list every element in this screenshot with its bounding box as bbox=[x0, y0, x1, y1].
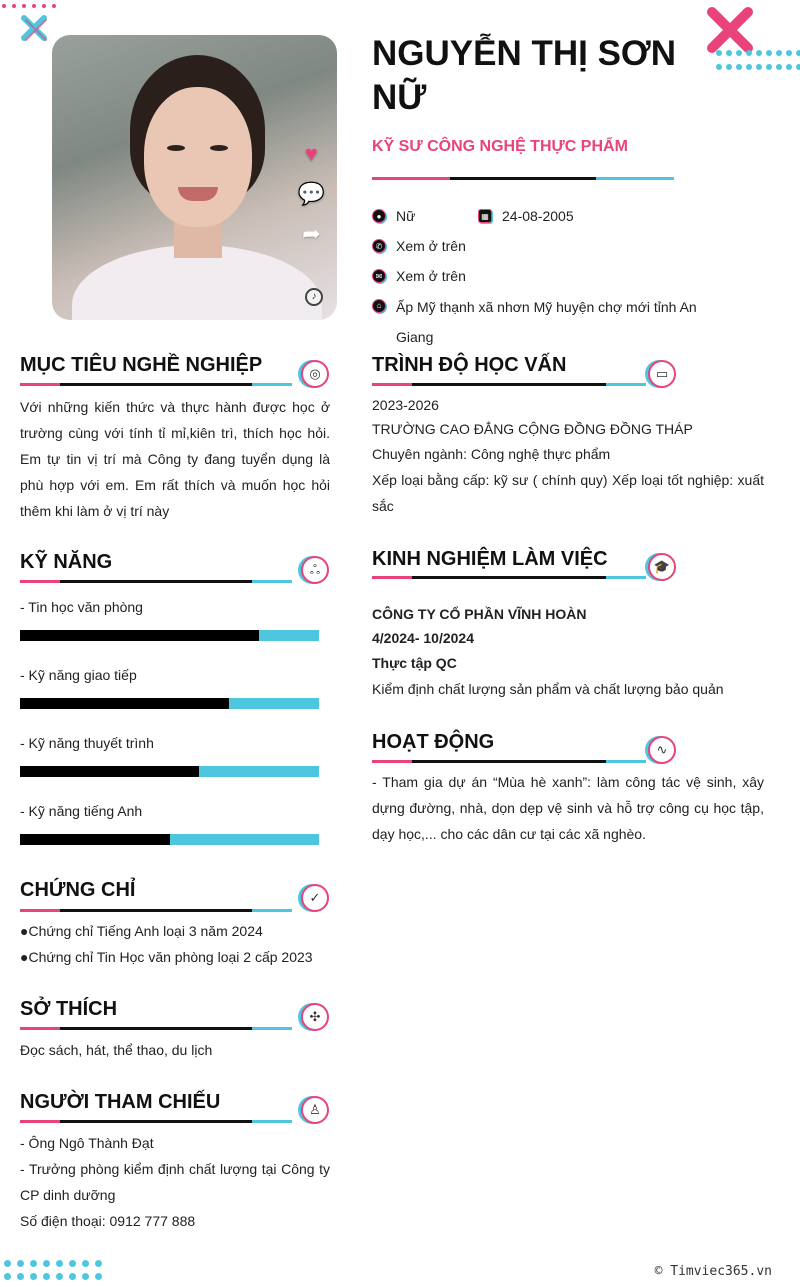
experience-company: CÔNG TY CỔ PHẦN VĨNH HOÀN bbox=[372, 606, 587, 622]
phone-icon: ✆ bbox=[372, 239, 386, 253]
skill-bar-fill bbox=[20, 834, 170, 845]
contact-phone: ✆ Xem ở trên bbox=[372, 238, 466, 254]
reference-line: - Ông Ngô Thành Đạt bbox=[20, 1135, 154, 1151]
calendar-icon: ▦ bbox=[478, 209, 492, 223]
education-school: TRƯỜNG CAO ĐẲNG CỘNG ĐỒNG ĐỒNG THÁP bbox=[372, 421, 693, 437]
skills-title: KỸ NĂNG bbox=[20, 551, 113, 573]
corner-decoration-bottom-left bbox=[0, 1258, 110, 1287]
skill-label: - Kỹ năng giao tiếp bbox=[20, 667, 137, 683]
experience-title: KINH NGHIỆM LÀM VIỆC bbox=[372, 548, 608, 570]
education-period: 2023-2026 bbox=[372, 397, 439, 413]
education-major: Chuyên ngành: Công nghệ thực phẩm bbox=[372, 446, 611, 462]
brain-icon: ஃ bbox=[301, 556, 329, 584]
contact-birthday: ▦ 24-08-2005 bbox=[478, 208, 574, 224]
person-icon: ♙ bbox=[301, 1096, 329, 1124]
skill-label: - Kỹ năng thuyết trình bbox=[20, 735, 154, 751]
profile-photo bbox=[52, 35, 337, 320]
contact-email: ✉ Xem ở trên bbox=[372, 268, 466, 284]
badge-check-icon: ✓ bbox=[301, 884, 329, 912]
skill-bar-fill bbox=[20, 698, 229, 709]
objective-divider bbox=[20, 383, 292, 386]
skill-label: - Kỹ năng tiếng Anh bbox=[20, 803, 143, 819]
experience-description: Kiểm định chất lượng sản phẩm và chất lượng bảo quản bbox=[372, 681, 724, 697]
skill-bar bbox=[20, 766, 319, 777]
home-icon: ⌂ bbox=[372, 299, 386, 313]
references-title: NGƯỜI THAM CHIẾU bbox=[20, 1091, 221, 1113]
certificate-item: ●Chứng chỉ Tiếng Anh loại 3 năm 2024 bbox=[20, 923, 263, 939]
references-divider bbox=[20, 1120, 292, 1123]
footer-copyright: © Timviec365.vn bbox=[654, 1264, 772, 1279]
puzzle-icon: ✣ bbox=[301, 1003, 329, 1031]
mail-icon: ✉ bbox=[372, 269, 386, 283]
experience-period: 4/2024- 10/2024 bbox=[372, 630, 474, 646]
objective-text: Với những kiến thức và thực hành được học ở trường cùng với tính tỉ mỉ,kiên trì, thích học hỏi. Em tự tin vị trí mà Công ty đang tuyển dụng là phù hợp với em. Em rất thích và muốn học hỏi thêm khi làm ở vị trí này bbox=[20, 399, 330, 519]
skill-bar bbox=[20, 834, 319, 845]
skill-bar bbox=[20, 630, 319, 641]
activities-title: HOẠT ĐỘNG bbox=[372, 731, 495, 753]
job-title: KỸ SƯ CÔNG NGHỆ THỰC PHẨM bbox=[372, 138, 628, 155]
objective-title: MỤC TIÊU NGHỀ NGHIỆP bbox=[20, 354, 263, 376]
education-title: TRÌNH ĐỘ HỌC VẤN bbox=[372, 354, 567, 376]
user-icon: ● bbox=[372, 209, 386, 223]
skill-bar bbox=[20, 698, 319, 709]
contact-address: ⌂ Ấp Mỹ thạnh xã nhơn Mỹ huyện chợ mới tỉnh An Giang bbox=[372, 292, 712, 352]
hobbies-title: SỞ THÍCH bbox=[20, 998, 118, 1020]
skill-label: - Tin học văn phòng bbox=[20, 599, 143, 615]
hobbies-text: Đọc sách, hát, thể thao, du lịch bbox=[20, 1042, 213, 1058]
pulse-icon: ∿ bbox=[648, 736, 676, 764]
certificates-title: CHỨNG CHỈ bbox=[20, 879, 136, 901]
reference-line: Số điện thoại: 0912 777 888 bbox=[20, 1213, 196, 1229]
education-divider bbox=[372, 383, 646, 386]
activities-divider bbox=[372, 760, 646, 763]
heart-icon: ♥ bbox=[304, 141, 318, 166]
candidate-name: NGUYỄN THỊ SƠN NỮ bbox=[372, 34, 677, 117]
certificates-divider bbox=[20, 909, 292, 912]
experience-position: Thực tập QC bbox=[372, 655, 457, 671]
header-divider bbox=[372, 177, 674, 180]
graduation-cap-icon: 🎓 bbox=[648, 553, 676, 581]
hobbies-divider bbox=[20, 1027, 292, 1030]
skills-divider bbox=[20, 580, 292, 583]
corner-decoration-top-left bbox=[0, 0, 60, 50]
contact-gender: ● Nữ bbox=[372, 208, 415, 224]
activities-text: - Tham gia dự án “Mùa hè xanh”: làm công tác vệ sinh, xây dựng đường, nhà, dọn dẹp vệ sinh và hỗ trợ công cụ học tập, dạy học,... cho các dân cư tại các xã nghèo. bbox=[372, 774, 764, 842]
target-icon: ◎ bbox=[301, 360, 329, 388]
reference-line: - Trưởng phòng kiểm định chất lượng tại Công ty CP dinh dưỡng bbox=[20, 1161, 330, 1203]
comment-icon: 💬 bbox=[297, 181, 325, 206]
education-grade: Xếp loại bằng cấp: kỹ sư ( chính quy) Xếp loại tốt nghiệp: xuất sắc bbox=[372, 472, 764, 514]
corner-decoration-top-right bbox=[700, 0, 800, 80]
cross-decoration-icon bbox=[18, 12, 58, 52]
skill-bar-fill bbox=[20, 630, 259, 641]
briefcase-icon: ▭ bbox=[648, 360, 676, 388]
skill-bar-fill bbox=[20, 766, 199, 777]
share-icon: ➦ bbox=[302, 221, 321, 246]
music-icon: ♪ bbox=[305, 288, 323, 306]
certificate-item: ●Chứng chỉ Tin Học văn phòng loại 2 cấp 2023 bbox=[20, 949, 313, 965]
experience-divider bbox=[372, 576, 646, 579]
